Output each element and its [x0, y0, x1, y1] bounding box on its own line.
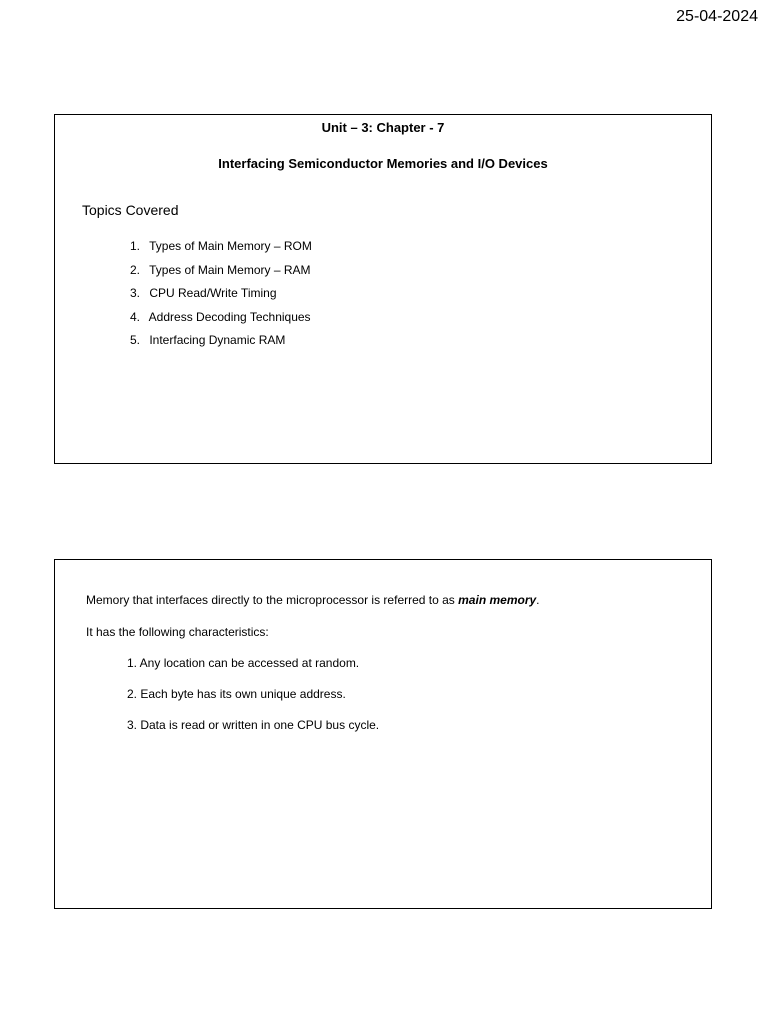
- intro-end: .: [536, 593, 540, 607]
- topic-item: [130, 309, 312, 333]
- topic-number: 1.: [130, 239, 141, 253]
- topic-number: 2.: [130, 262, 141, 277]
- intro-paragraph: [86, 593, 540, 607]
- topic-text: CPU Read/Write Timing: [149, 286, 277, 300]
- topic-item: [130, 332, 312, 356]
- topic-text: Types of Main Memory – RAM: [149, 262, 311, 277]
- characteristic-item: 2. Each byte has its own unique address.: [127, 687, 346, 701]
- topic-number: 5.: [130, 333, 141, 347]
- topic-text: Types of Main Memory – ROM: [149, 239, 312, 253]
- topic-text: Interfacing Dynamic RAM: [149, 333, 286, 347]
- topic-item: [130, 238, 312, 262]
- slide-title: Unit – 3: Chapter - 7: [321, 120, 445, 135]
- characteristic-item: 1. Any location can be accessed at random.: [127, 656, 360, 670]
- topics-list: [130, 238, 312, 356]
- page-date: 25-04-2024: [676, 8, 758, 25]
- intro-emphasis: main memory: [458, 593, 537, 607]
- slide-topics: [54, 114, 712, 464]
- topic-text: Address Decoding Techniques: [148, 309, 311, 324]
- characteristic-item: 3. Data is read or written in one CPU bus cycle.: [127, 718, 380, 732]
- topic-number: 4.: [130, 309, 141, 324]
- topic-number: 3.: [130, 286, 141, 300]
- intro-text: Memory that interfaces directly to the microprocessor is referred to as: [86, 593, 459, 607]
- slide-subtitle: Interfacing Semiconductor Memories and I/O Devices: [218, 156, 548, 171]
- topic-item: [130, 262, 312, 286]
- characteristics-heading: It has the following characteristics:: [86, 625, 269, 639]
- topics-heading: Topics Covered: [82, 202, 179, 218]
- characteristics-list: [127, 655, 379, 748]
- topic-item: [130, 285, 312, 309]
- slide-main-memory: [54, 559, 712, 909]
